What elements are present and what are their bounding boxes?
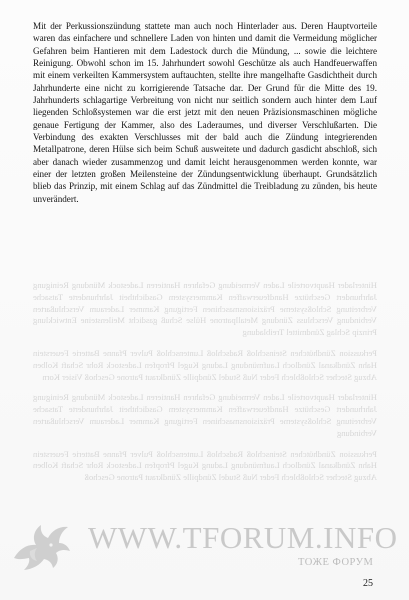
bleed-through-text: Hinterlader Hauptvorteile Laden Vermeidung Gefahren Hantieren Ladestock Mündung Reinigung Jahrhundert Geschütze Handfeuerwaffen Kammersystem Gasdichtheit Jahrhunderte Tatsache Verbreitung Schloßsysteme Präzisionsmaschinen Fertigung Kammer Laderaum Verschlußarten Verbindung Verschluss Zündung Metallpatrone Hülse Schuß gasdicht Meilensteine Entwicklung Prinzip Schlag Zündmittel Treibladung Perkussion Zündhütchen Steinschloß Radschloß Luntenschloß Pulver Pfanne Batterie Feuerstein Hahn Zündkanal Zündloch Laufmündung Ladung Kugel Pfropfen Ladestock Rohr Schaft Kolben Abzug Stecher Schloßblech Feder Nuß Studel Zündpille Zündkraut Patrone Geschoß Visier Korn Hinterlader Hauptvorteile Laden Vermeidung Gefahren Hantieren Ladestock Mündung Reinigung Jahrhundert Geschütze Handfeuerwaffen Kammersystem Gasdichtheit Jahrhunderte Tatsache Verbreitung Schloßsysteme Präzisionsmaschinen Fertigung Kammer Laderaum Verschlußarten Verbindung Perkussion Zündhütchen Steinschloß Radschloß Luntenschloß Pulver Pfanne Batterie Feuerstein Hahn Zündkanal Zündloch Laufmündung Ladung Kugel Pfropfen Ladestock Rohr Schaft Kolben Abzug Stecher Schloßblech Feder Nuß Studel Zündpille Zündkraut Patrone Geschoß (33, 280, 377, 483)
main-paragraph: Mit der Perkussionszündung stattete man auch noch Hinterlader aus. Deren Hauptvorteile waren das einfachere und schnellere Laden von hinten und damit die Vermeidung möglicher Gefahren beim Hantieren mit dem Ladestock durch die Mündung, ... sowie die leichtere Reinigung. Obwohl schon im 15. Jahrhundert sowohl Geschütze als auch Handfeuerwaffen mit einem verkeilten Kammersystem auftauchten, stellte ihre mangelhafte Gasdichtheit durch Jahrhunderte eine nicht zu korrigierende Tatsache dar. Der Grund für die Mitte des 19. Jahrhunderts schlagartige Verbreitung von nicht nur seitlich sondern auch hinter dem Lauf liegenden Schloßsystemen war die erst jetzt mit den neuen Präzisionsmaschinen mögliche genaue Fertigung der Kammer, also des Laderaumes, und diverser Verschlußarten. Die Verbindung des exakten Verschlusses mit der bald auch die Zündung integrierenden Metallpatrone, deren Hülse sich beim Schuß ausweitete und dadurch gasdicht abschloß, sich aber danach wieder zusammenzog und damit leicht herausgenommen werden konnte, war einer der letzten großen Meilensteine der Zündungsentwicklung überhaupt. Grundsätzlich blieb das Prinzip, mit einem Schlag auf das Zündmittel die Treibladung zu zünden, bis heute unverändert. (33, 21, 377, 204)
dragon-logo-icon (10, 518, 72, 574)
watermark-subtext: ТОЖЕ ФОРУМ (298, 557, 374, 568)
page-number: 25 (363, 578, 373, 589)
watermark-text: WWW.TFORUM.INFO (88, 520, 398, 555)
